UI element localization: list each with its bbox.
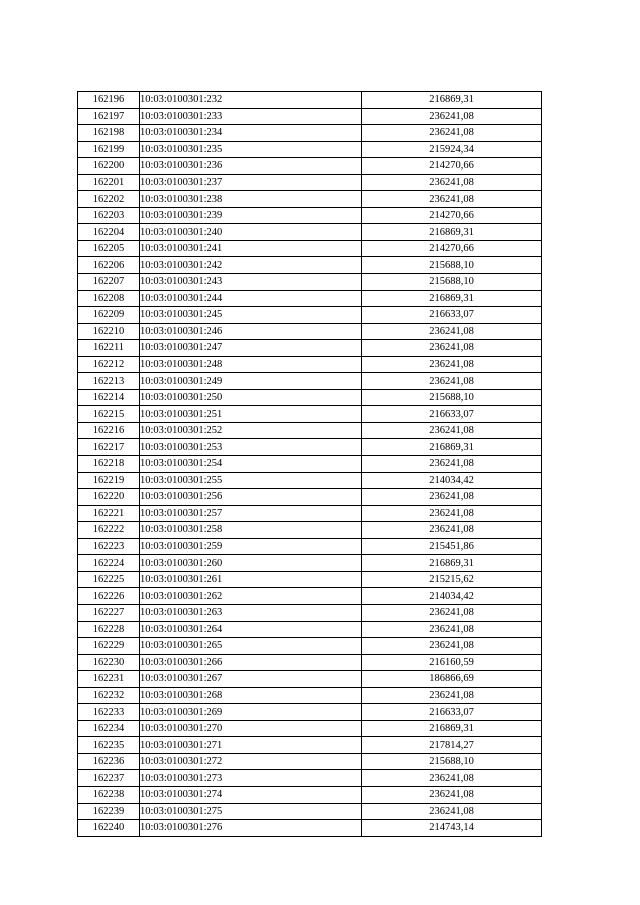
table-row: [78, 108, 542, 125]
table-row: [78, 753, 542, 770]
cadastral-number-cell: 10:03:0100301:264: [140, 621, 362, 638]
row-number-cell: 162208: [78, 290, 140, 307]
row-number-cell: 162237: [78, 770, 140, 787]
row-number-cell: 162202: [78, 191, 140, 208]
row-number-cell: 162222: [78, 522, 140, 539]
cadastral-number-cell: 10:03:0100301:245: [140, 307, 362, 324]
table-row: [78, 125, 542, 142]
cadastral-number-cell: 10:03:0100301:255: [140, 472, 362, 489]
row-number-cell: 162209: [78, 307, 140, 324]
table-row: [78, 307, 542, 324]
row-number-cell: 162212: [78, 356, 140, 373]
table-row: [78, 240, 542, 257]
cadastral-value-cell: 186866,69: [362, 671, 542, 688]
cadastral-number-cell: 10:03:0100301:262: [140, 588, 362, 605]
cadastral-value-cell: 236241,08: [362, 422, 542, 439]
cadastral-number-cell: 10:03:0100301:235: [140, 141, 362, 158]
cadastral-number-cell: 10:03:0100301:265: [140, 638, 362, 655]
cadastral-value-cell: 216869,31: [362, 92, 542, 109]
cadastral-number-cell: 10:03:0100301:234: [140, 125, 362, 142]
row-number-cell: 162223: [78, 538, 140, 555]
table-row: [78, 505, 542, 522]
table-row: [78, 406, 542, 423]
cadastral-value-cell: 236241,08: [362, 638, 542, 655]
cadastral-value-cell: 216869,31: [362, 555, 542, 572]
table-row: [78, 274, 542, 291]
table-row: [78, 158, 542, 175]
row-number-cell: 162240: [78, 820, 140, 837]
table-row: [78, 373, 542, 390]
table-row: [78, 389, 542, 406]
row-number-cell: 162201: [78, 174, 140, 191]
table-row: [78, 522, 542, 539]
cadastral-value-cell: 236241,08: [362, 604, 542, 621]
table-body: [78, 92, 542, 837]
table-row: [78, 687, 542, 704]
cadastral-value-cell: 216869,31: [362, 720, 542, 737]
cadastral-number-cell: 10:03:0100301:254: [140, 456, 362, 473]
row-number-cell: 162234: [78, 720, 140, 737]
cadastral-value-cell: 214743,14: [362, 820, 542, 837]
row-number-cell: 162203: [78, 207, 140, 224]
cadastral-number-cell: 10:03:0100301:273: [140, 770, 362, 787]
table-row: [78, 174, 542, 191]
table-row: [78, 92, 542, 109]
row-number-cell: 162229: [78, 638, 140, 655]
row-number-cell: 162220: [78, 489, 140, 506]
cadastral-value-cell: 214270,66: [362, 207, 542, 224]
cadastral-number-cell: 10:03:0100301:259: [140, 538, 362, 555]
cadastral-number-cell: 10:03:0100301:243: [140, 274, 362, 291]
row-number-cell: 162235: [78, 737, 140, 754]
cadastral-number-cell: 10:03:0100301:267: [140, 671, 362, 688]
row-number-cell: 162200: [78, 158, 140, 175]
row-number-cell: 162205: [78, 240, 140, 257]
table-row: [78, 439, 542, 456]
cadastral-number-cell: 10:03:0100301:241: [140, 240, 362, 257]
cadastral-number-cell: 10:03:0100301:249: [140, 373, 362, 390]
cadastral-number-cell: 10:03:0100301:260: [140, 555, 362, 572]
table-row: [78, 257, 542, 274]
cadastral-value-cell: 236241,08: [362, 356, 542, 373]
cadastral-value-cell: 214034,42: [362, 472, 542, 489]
cadastral-number-cell: 10:03:0100301:256: [140, 489, 362, 506]
table-row: [78, 737, 542, 754]
cadastral-value-cell: 217814,27: [362, 737, 542, 754]
cadastral-value-table: [77, 91, 542, 837]
cadastral-number-cell: 10:03:0100301:271: [140, 737, 362, 754]
cadastral-number-cell: 10:03:0100301:275: [140, 803, 362, 820]
cadastral-value-cell: 236241,08: [362, 323, 542, 340]
cadastral-number-cell: 10:03:0100301:253: [140, 439, 362, 456]
table-row: [78, 786, 542, 803]
table-row: [78, 141, 542, 158]
cadastral-value-cell: 215688,10: [362, 389, 542, 406]
table-row: [78, 290, 542, 307]
table-row: [78, 803, 542, 820]
cadastral-number-cell: 10:03:0100301:247: [140, 340, 362, 357]
row-number-cell: 162204: [78, 224, 140, 241]
table-row: [78, 422, 542, 439]
table-row: [78, 555, 542, 572]
row-number-cell: 162211: [78, 340, 140, 357]
row-number-cell: 162219: [78, 472, 140, 489]
cadastral-value-cell: 216869,31: [362, 224, 542, 241]
cadastral-number-cell: 10:03:0100301:242: [140, 257, 362, 274]
row-number-cell: 162198: [78, 125, 140, 142]
row-number-cell: 162214: [78, 389, 140, 406]
row-number-cell: 162196: [78, 92, 140, 109]
table-row: [78, 340, 542, 357]
cadastral-value-cell: 214270,66: [362, 158, 542, 175]
row-number-cell: 162239: [78, 803, 140, 820]
row-number-cell: 162233: [78, 704, 140, 721]
cadastral-number-cell: 10:03:0100301:237: [140, 174, 362, 191]
row-number-cell: 162231: [78, 671, 140, 688]
table-row: [78, 489, 542, 506]
cadastral-value-cell: 216633,07: [362, 406, 542, 423]
cadastral-number-cell: 10:03:0100301:263: [140, 604, 362, 621]
cadastral-number-cell: 10:03:0100301:272: [140, 753, 362, 770]
table-row: [78, 472, 542, 489]
row-number-cell: 162227: [78, 604, 140, 621]
cadastral-value-cell: 216869,31: [362, 439, 542, 456]
table-row: [78, 820, 542, 837]
cadastral-number-cell: 10:03:0100301:274: [140, 786, 362, 803]
cadastral-value-cell: 236241,08: [362, 340, 542, 357]
table-row: [78, 770, 542, 787]
row-number-cell: 162221: [78, 505, 140, 522]
cadastral-number-cell: 10:03:0100301:232: [140, 92, 362, 109]
cadastral-value-cell: 216633,07: [362, 307, 542, 324]
row-number-cell: 162197: [78, 108, 140, 125]
cadastral-number-cell: 10:03:0100301:238: [140, 191, 362, 208]
table-row: [78, 621, 542, 638]
cadastral-value-cell: 215215,62: [362, 571, 542, 588]
cadastral-value-cell: 215688,10: [362, 274, 542, 291]
table-row: [78, 604, 542, 621]
table-row: [78, 224, 542, 241]
row-number-cell: 162236: [78, 753, 140, 770]
row-number-cell: 162232: [78, 687, 140, 704]
row-number-cell: 162199: [78, 141, 140, 158]
row-number-cell: 162217: [78, 439, 140, 456]
cadastral-value-cell: 215688,10: [362, 257, 542, 274]
row-number-cell: 162228: [78, 621, 140, 638]
cadastral-number-cell: 10:03:0100301:244: [140, 290, 362, 307]
table-row: [78, 323, 542, 340]
cadastral-value-cell: 215924,34: [362, 141, 542, 158]
cadastral-value-cell: 236241,08: [362, 621, 542, 638]
table-row: [78, 191, 542, 208]
cadastral-number-cell: 10:03:0100301:258: [140, 522, 362, 539]
cadastral-value-cell: 236241,08: [362, 505, 542, 522]
cadastral-value-cell: 236241,08: [362, 489, 542, 506]
cadastral-number-cell: 10:03:0100301:236: [140, 158, 362, 175]
table-row: [78, 588, 542, 605]
cadastral-value-cell: 214270,66: [362, 240, 542, 257]
cadastral-number-cell: 10:03:0100301:261: [140, 571, 362, 588]
cadastral-number-cell: 10:03:0100301:233: [140, 108, 362, 125]
table-row: [78, 654, 542, 671]
row-number-cell: 162224: [78, 555, 140, 572]
cadastral-value-cell: 216869,31: [362, 290, 542, 307]
cadastral-value-cell: 236241,08: [362, 522, 542, 539]
cadastral-number-cell: 10:03:0100301:270: [140, 720, 362, 737]
cadastral-value-cell: 236241,08: [362, 191, 542, 208]
cadastral-number-cell: 10:03:0100301:250: [140, 389, 362, 406]
table-row: [78, 720, 542, 737]
cadastral-number-cell: 10:03:0100301:248: [140, 356, 362, 373]
table-row: [78, 571, 542, 588]
cadastral-value-cell: 215451,86: [362, 538, 542, 555]
cadastral-number-cell: 10:03:0100301:266: [140, 654, 362, 671]
table-row: [78, 704, 542, 721]
table-row: [78, 456, 542, 473]
cadastral-number-cell: 10:03:0100301:268: [140, 687, 362, 704]
row-number-cell: 162226: [78, 588, 140, 605]
row-number-cell: 162216: [78, 422, 140, 439]
cadastral-value-cell: 236241,08: [362, 456, 542, 473]
cadastral-value-cell: 215688,10: [362, 753, 542, 770]
row-number-cell: 162210: [78, 323, 140, 340]
table-row: [78, 538, 542, 555]
row-number-cell: 162213: [78, 373, 140, 390]
cadastral-value-cell: 216633,07: [362, 704, 542, 721]
cadastral-number-cell: 10:03:0100301:252: [140, 422, 362, 439]
cadastral-value-cell: 236241,08: [362, 174, 542, 191]
row-number-cell: 162207: [78, 274, 140, 291]
cadastral-number-cell: 10:03:0100301:257: [140, 505, 362, 522]
cadastral-value-cell: 236241,08: [362, 687, 542, 704]
row-number-cell: 162206: [78, 257, 140, 274]
cadastral-value-cell: 236241,08: [362, 786, 542, 803]
cadastral-value-cell: 214034,42: [362, 588, 542, 605]
cadastral-number-cell: 10:03:0100301:240: [140, 224, 362, 241]
cadastral-value-cell: 216160,59: [362, 654, 542, 671]
cadastral-number-cell: 10:03:0100301:239: [140, 207, 362, 224]
table-row: [78, 671, 542, 688]
cadastral-number-cell: 10:03:0100301:251: [140, 406, 362, 423]
cadastral-value-cell: 236241,08: [362, 373, 542, 390]
row-number-cell: 162215: [78, 406, 140, 423]
cadastral-value-cell: 236241,08: [362, 125, 542, 142]
row-number-cell: 162218: [78, 456, 140, 473]
cadastral-value-cell: 236241,08: [362, 108, 542, 125]
table-row: [78, 207, 542, 224]
cadastral-number-cell: 10:03:0100301:246: [140, 323, 362, 340]
row-number-cell: 162225: [78, 571, 140, 588]
table-row: [78, 638, 542, 655]
row-number-cell: 162230: [78, 654, 140, 671]
cadastral-value-cell: 236241,08: [362, 770, 542, 787]
cadastral-number-cell: 10:03:0100301:269: [140, 704, 362, 721]
cadastral-number-cell: 10:03:0100301:276: [140, 820, 362, 837]
cadastral-value-cell: 236241,08: [362, 803, 542, 820]
row-number-cell: 162238: [78, 786, 140, 803]
table-row: [78, 356, 542, 373]
